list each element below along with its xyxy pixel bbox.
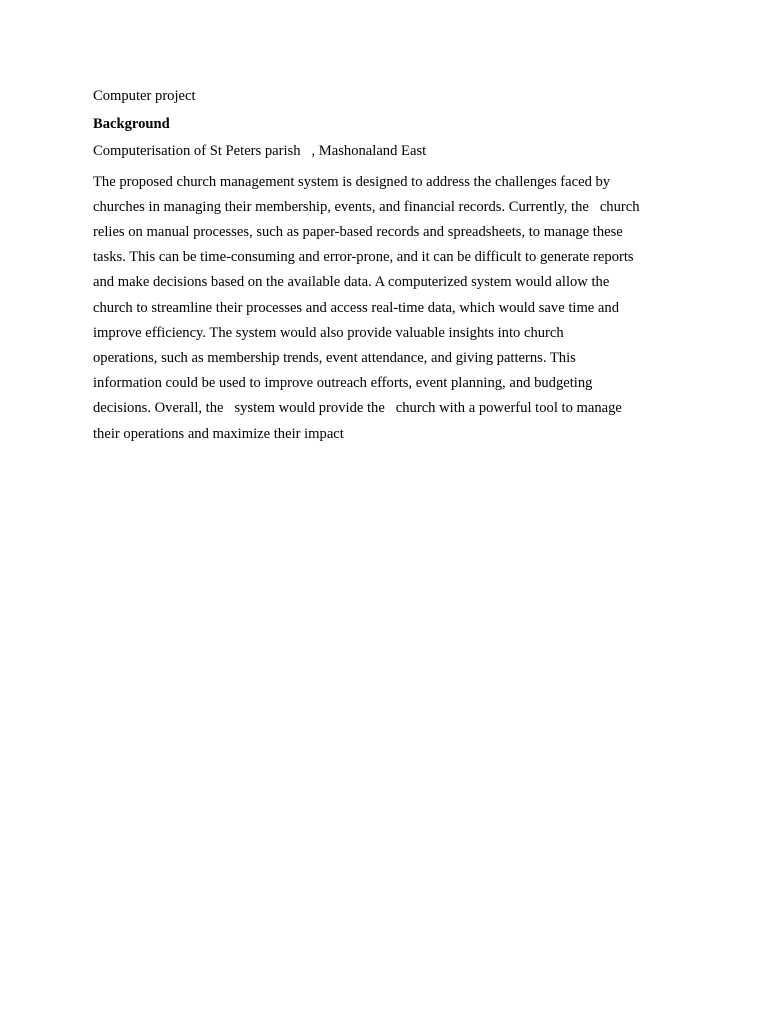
body-paragraph <box>93 170 683 447</box>
document-subtitle: Computerisation of St Peters parish , Mashonaland East <box>93 143 427 159</box>
paragraph-line: tasks. This can be time-consuming and error-prone, and it can be difficult to generate reports <box>93 249 634 266</box>
paragraph-line: operations, such as membership trends, event attendance, and giving patterns. This <box>93 349 576 366</box>
paragraph-line: improve efficiency. The system would also provide valuable insights into church <box>93 324 564 341</box>
document-label: Computer project <box>93 88 196 104</box>
document-content <box>93 87 683 447</box>
paragraph-line: relies on manual processes, such as paper-based records and spreadsheets, to manage these <box>93 223 623 240</box>
paragraph-line: decisions. Overall, the system would provide the church with a powerful tool to manage <box>93 400 622 417</box>
paragraph-line: information could be used to improve outreach efforts, event planning, and budgeting <box>93 375 593 392</box>
paragraph-line: The proposed church management system is designed to address the challenges faced by <box>93 173 611 190</box>
paragraph-line: church to streamline their processes and access real-time data, which would save time and <box>93 299 619 316</box>
paragraph-line: and make decisions based on the available data. A computerized system would allow the <box>93 274 610 291</box>
paragraph-line: churches in managing their membership, events, and financial records. Currently, the church <box>93 198 640 215</box>
paragraph-line: their operations and maximize their impact <box>93 425 344 442</box>
section-heading: Background <box>93 115 170 132</box>
